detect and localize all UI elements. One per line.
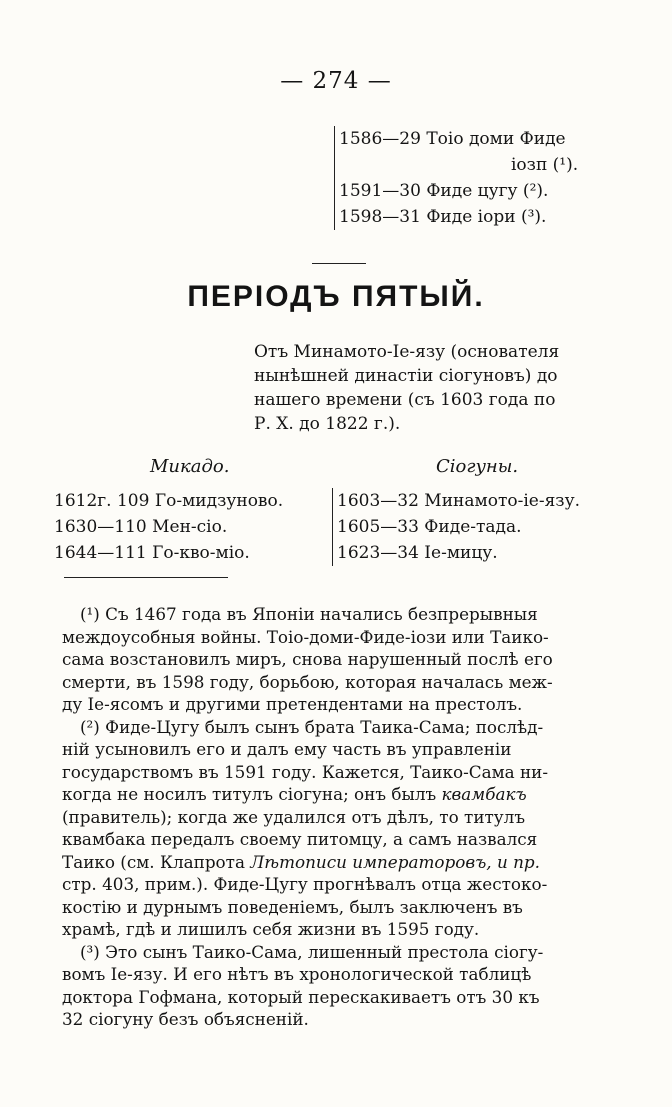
section-title: ПЕРІОДЪ ПЯТЫЙ. — [187, 280, 485, 313]
table-row: 1598—31 Фиде іори (³). — [339, 207, 547, 227]
footnote-divider — [64, 577, 228, 578]
list-item: 1603—32 Минамото-іе-язу. — [337, 491, 580, 511]
mikado-heading: Микадо. — [150, 456, 230, 477]
list-item: 1623—34 Іе-мицу. — [337, 543, 498, 563]
list-item: 1644—111 Го-кво-міо. — [54, 543, 250, 563]
top-chronology-table — [334, 126, 578, 230]
table-row: іозп (¹). — [511, 155, 579, 175]
table-row: 1586—29 Тоіо доми Фиде — [339, 129, 566, 149]
table-row: 1591—30 Фиде цугу (²). — [339, 181, 549, 201]
section-divider — [312, 263, 366, 264]
footnote-1: (¹) Съ 1467 года въ Японіи начались безпрерывныя междоусобныя войны. Тоіо-доми-Фиде-іози или Таико- сама возстановилъ миръ, снова нарушенный послѣ его смерти, въ 1598 году, борьбою, которая началась меж- ду Іе-ясомъ и другими претендентами на престолъ. — [62, 604, 553, 714]
mikado-list — [54, 488, 283, 566]
list-item: 1605—33 Фиде-тада. — [337, 517, 522, 537]
footnote-2: (²) Фиде-Цугу былъ сынъ брата Таика-Сама; послѣд- ній усыновилъ его и далъ ему часть въ управленіи государствомъ въ 1591 году. Кажется, Таико-Сама ни- когда не носилъ титулъ сіогуна; онъ былъ квамбакъ (правитель); когда же удалился отъ дѣлъ, то титулъ квамбака передалъ своему питомцу, а самъ назвался Таико (см. Клапрота Лѣтописи императоровъ, и пр. стр. 403, прим.). Фиде-Цугу прогнѣвалъ отца жестоко- костію и дурнымъ поведеніемъ, былъ заключенъ въ храмѣ, гдѣ и лишилъ себя жизни въ 1595 году. — [62, 716, 549, 939]
footnote-3: (³) Это сынъ Таико-Сама, лишенный престола сіогу- вомъ Іе-язу. И его нѣтъ въ хронологической таблицѣ доктора Гофмана, который перескакиваетъ отъ 30 къ 32 сіогуну безъ объясненій. — [62, 941, 544, 1029]
siogun-list — [332, 488, 580, 566]
page-number: — 274 — — [280, 68, 392, 94]
footnotes — [62, 603, 612, 1031]
section-subtitle: Отъ Минамото-Іе-язу (основателя нынѣшней династіи сіогуновъ) до нашего времени (съ 1603 года по Р. Х. до 1822 г.). — [254, 342, 560, 434]
list-item: 1630—110 Мен-сіо. — [54, 517, 228, 537]
siogun-heading: Сіогуны. — [436, 456, 519, 477]
list-item: 1612г. 109 Го-мидзуново. — [54, 491, 284, 511]
